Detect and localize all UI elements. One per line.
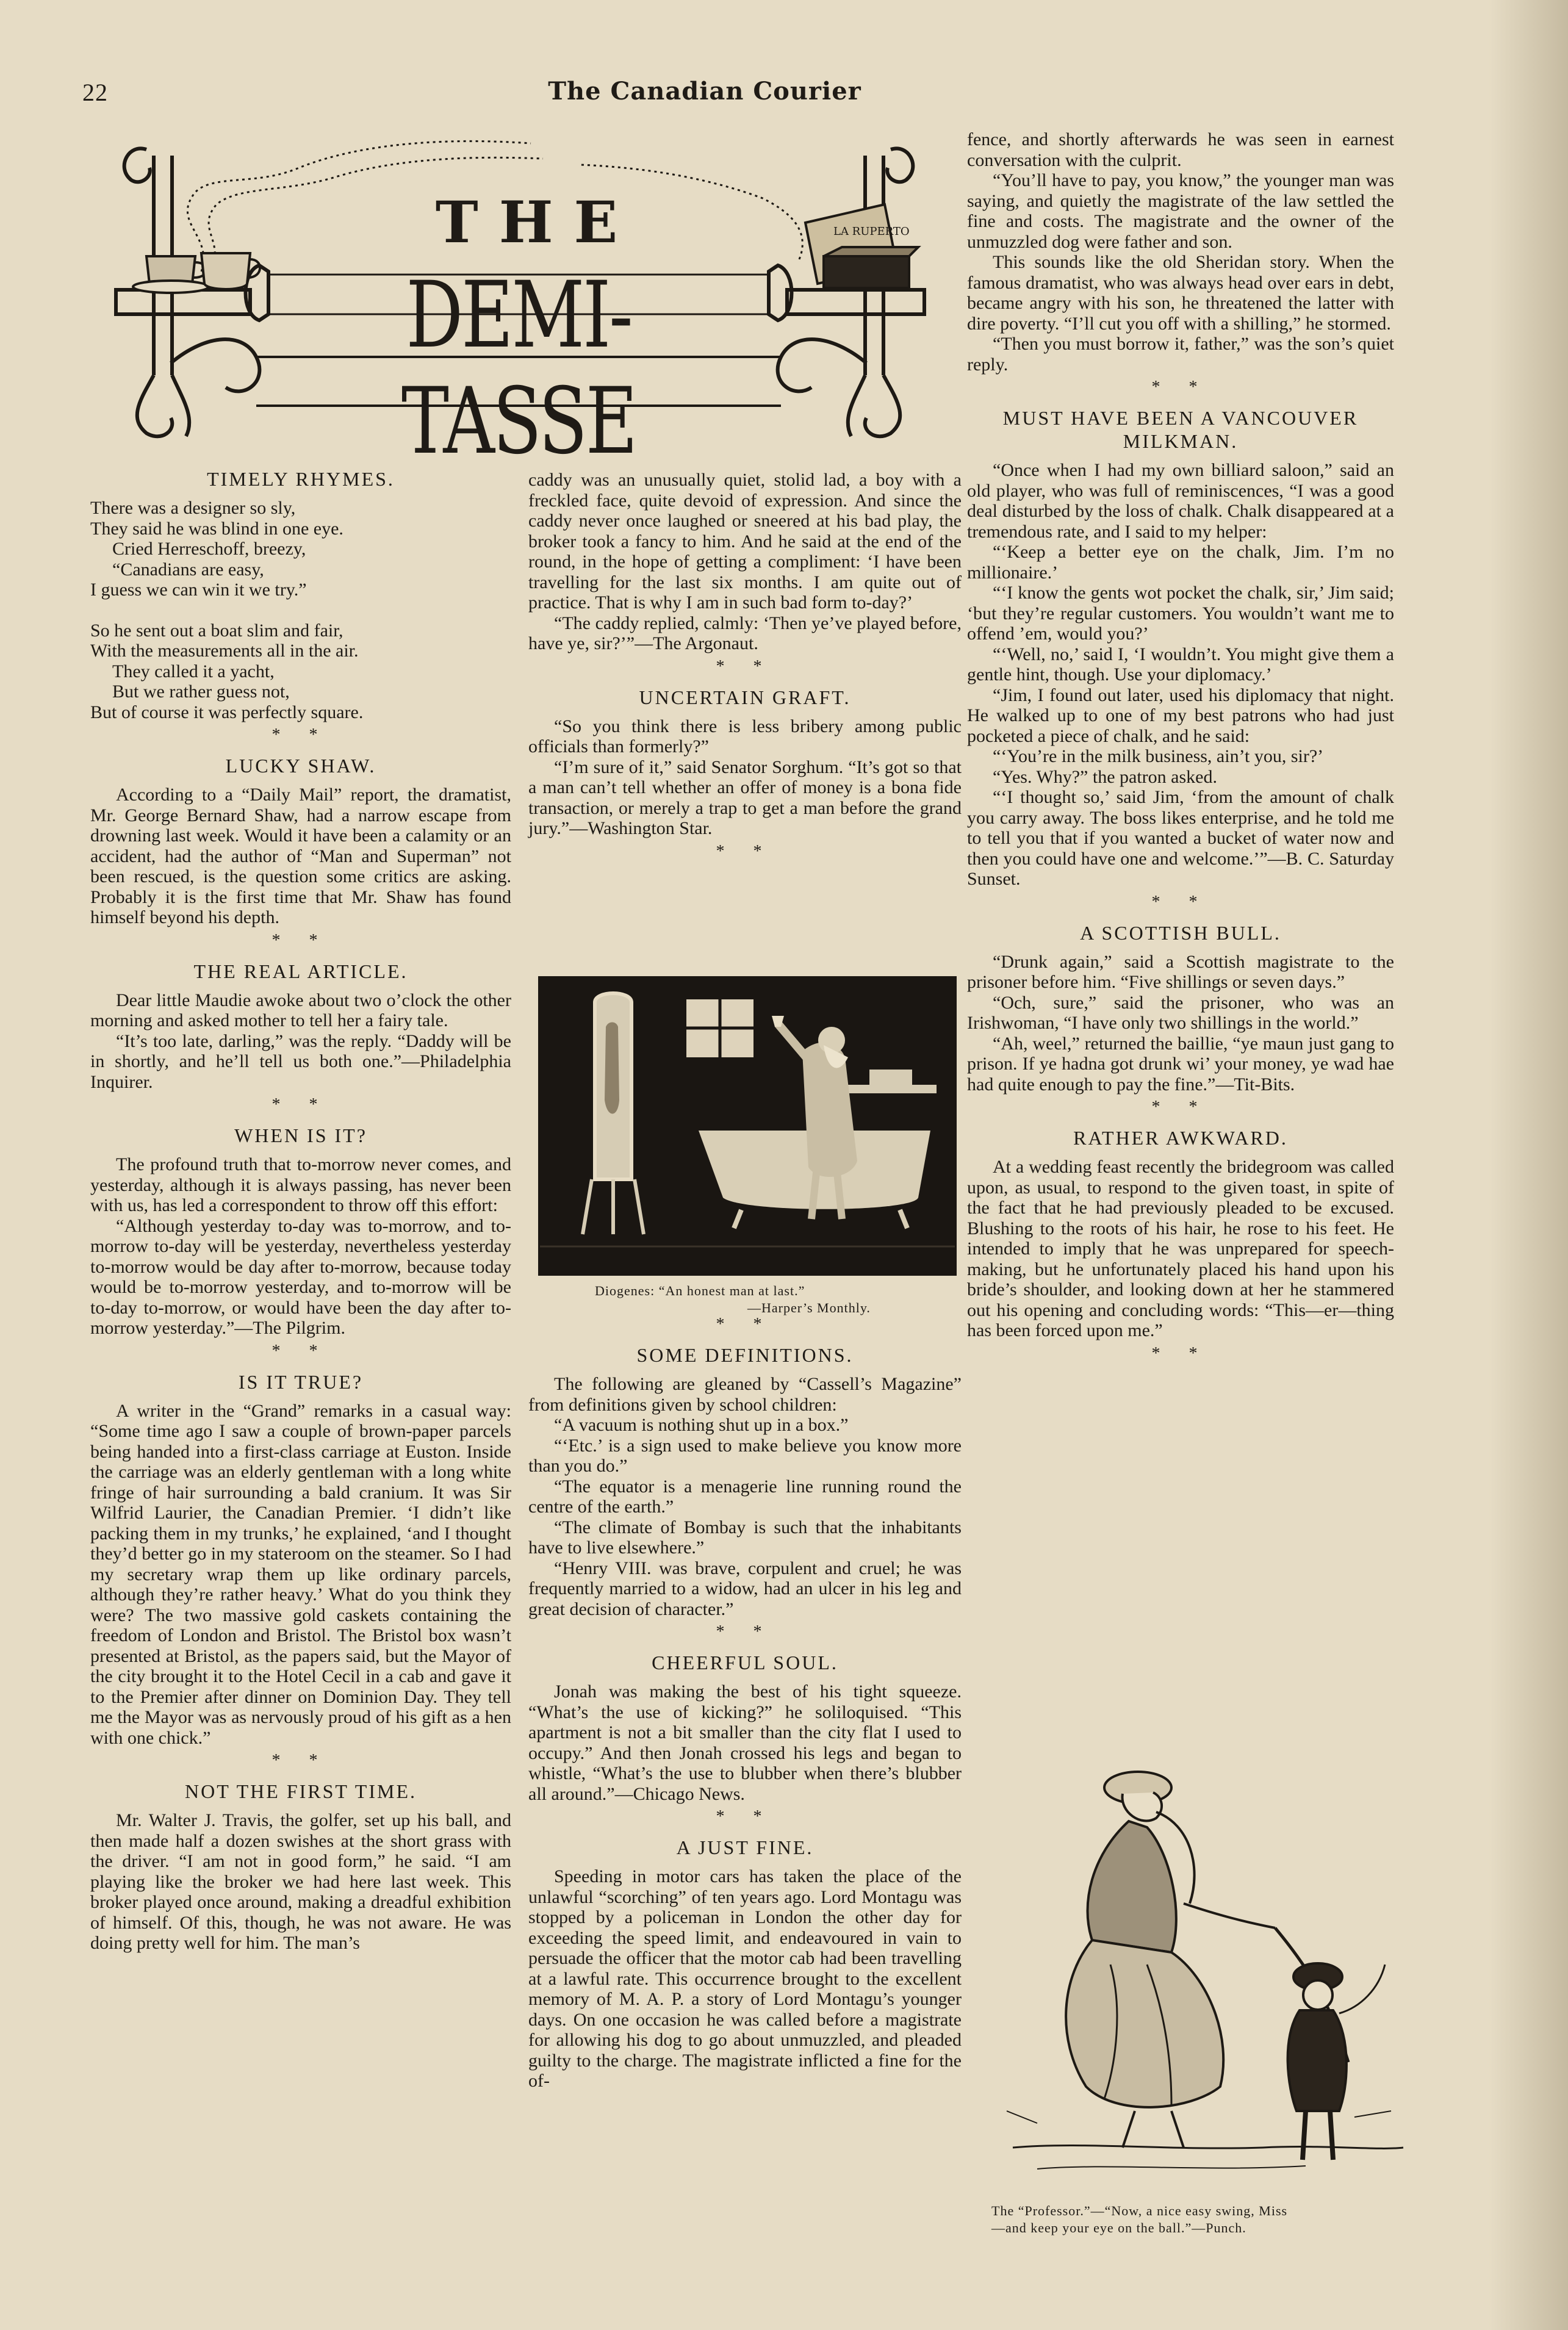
heading-when-is-it: WHEN IS IT? (234, 1124, 367, 1146)
section-separator: * * (716, 1622, 774, 1641)
paragraph: At a wedding feast recently the bridegroom was called upon, as usual, to respond to the given toast, in spite of the fact that he had previously pleaded to be excused. Blushing to the roots of his hair, he rose to his feet. He intended to imply that he was unprepared for speech-making, but he unfortunately placed his hand upon his bride’s shoulder, and looking down at her he stammered out his opening and concluding words: “This—er—thing has been forced upon me.” (967, 1157, 1394, 1340)
heading-real-article: THE REAL ARTICLE. (193, 960, 408, 982)
poem-line: I guess we can win it we try.” (90, 580, 307, 600)
masthead-the: THE (435, 189, 639, 256)
paragraph: “The climate of Bombay is such that the inhabitants have to live elsewhere.” (528, 1517, 962, 1558)
golf-drawing (988, 1721, 1409, 2202)
paragraph: “‘Etc.’ is a sign used to make believe you know more than you do.” (528, 1435, 962, 1476)
section-separator: * * (272, 930, 330, 950)
caption-line: —and keep your eye on the ball.”—Punch. (991, 2220, 1246, 2235)
diogenes-illustration (538, 976, 957, 1276)
stanza-break (90, 600, 511, 620)
heading-scottish-bull: A SCOTTISH BULL. (1080, 921, 1281, 944)
poem-line: With the measurements all in the air. (90, 641, 359, 661)
paragraph: “Then you must borrow it, father,” was the son’s quiet reply. (967, 334, 1394, 375)
heading-not-the-first-time: NOT THE FIRST TIME. (185, 1780, 417, 1802)
column-2-lower-flow (528, 1312, 962, 2091)
paragraph: “‘I thought so,’ said Jim, ‘from the amount of chalk you carry away. The boss likes enterprise, and he told me to tell you that if you wanted a bucket of water now and then you could have one and welcome.’”—B. C. Saturday Sunset. (967, 787, 1394, 889)
paragraph: “‘You’re in the milk business, ain’t you, sir?’ (993, 746, 1324, 766)
paragraph: The following are gleaned by “Cassell’s Magazine” from definitions given by school children: (528, 1374, 962, 1415)
paragraph: “Once when I had my own billiard saloon,” said an old player, who was full of reminiscences, “I was a good deal disturbed by the loss of chalk. Chalk disappeared at a tremendous rate, and I said to my helper: (967, 460, 1394, 542)
paragraph: “Henry VIII. was brave, corpulent and cruel; he was frequently married to a widow, had an ulcer in his leg and great decision of character.” (528, 1558, 962, 1619)
section-separator: * * (1151, 1343, 1210, 1363)
section-separator: * * (716, 841, 774, 861)
poem-line: Cried Herreschoff, breezy, (112, 539, 306, 559)
paragraph: Jonah was making the best of his tight squeeze. “What’s the use of kicking?” he soliloquised. “This apartment is not a bit smaller than the city flat I used to occupy.” And then Jonah crossed his legs and began to whistle, “What’s the use to blubber when there’s blubber all around.”—Chicago News. (528, 1681, 962, 1804)
paragraph: “Ah, weel,” returned the baillie, “ye maun just gang to prison. If ye hadna got drunk wi’ your money, ye wad hae had quite enough to pay the fine.”—Tit-Bits. (967, 1033, 1394, 1095)
heading-a-just-fine: A JUST FINE. (676, 1836, 814, 1858)
heading-timely-rhymes: TIMELY RHYMES. (207, 468, 395, 490)
paragraph: “‘Well, no,’ said I, ‘I wouldn’t. You might give them a gentle hint, though. Use your diplomacy.’ (967, 644, 1394, 685)
paragraph: Speeding in motor cars has taken the place of the unlawful “scorching” of ten years ago. Lord Montagu was stopped by a policeman in London the other day for exceeding the speed limit, and endeavoured in vain to persuade the officer that the motor cab had been travelling at a lawful rate. This occurrence brought to the excellent memory of M. A. P. a story of Lord Montagu’s younger days. On one occasion he was called before a magistrate for allowing his dog to go about unmuzzled, and pleaded guilty to the charge. The magistrate inflicted a fine for the of- (528, 1866, 962, 2091)
paragraph: “It’s too late, darling,” was the reply. “Daddy will be in shortly, and he’ll tell us both one.”—Philadelphia Inquirer. (90, 1030, 511, 1092)
section-separator: * * (716, 1807, 774, 1826)
caption-attribution: —Harper’s Monthly. (747, 1300, 871, 1315)
section-separator: * * (1151, 378, 1210, 397)
page-number: 22 (82, 79, 108, 106)
paragraph: “Drunk again,” said a Scottish magistrate to the prisoner before him. “Five shillings or seven days.” (967, 951, 1394, 992)
heading-vancouver-milkman: MUST HAVE BEEN A VANCOUVER MILKMAN. (1002, 407, 1359, 452)
caption-line: Diogenes: “An honest man at last.” (595, 1283, 805, 1298)
poem-line: But of course it was perfectly square. (90, 702, 364, 722)
poem-line: They said he was blind in one eye. (90, 518, 343, 539)
diogenes-drawing (540, 978, 955, 1274)
paragraph: “Jim, I found out later, used his diplomacy that night. He walked up to one of my best patrons who had just pocketed a piece of chalk, and he said: (967, 685, 1394, 746)
section-separator: * * (1151, 1098, 1210, 1116)
poem-line: But we rather guess not, (112, 681, 290, 702)
section-separator: * * (272, 1095, 330, 1114)
paragraph: “The caddy replied, calmly: ‘Then ye’ve played before, have ye, sir?’”—The Argonaut. (528, 613, 962, 653)
paragraph: caddy was an unusually quiet, stolid lad, a boy with a freckled face, quite devoid of expression. And since the caddy never once laughed or sneered at his bad play, the broker took a fancy to him. And he said at the end of the round, in the hope of getting a compliment: ‘I have been travelling for the last six months. I am quite out of practice. That is why I am in such bad form to-day?’ (528, 470, 962, 613)
paragraph: This sounds like the old Sheridan story. When the famous dramatist, who was always head over ears in debt, became angry with his son, he threatened the latter with dire poverty. “I’ll cut you off with a shilling,” he stormed. (967, 252, 1394, 334)
column-2-upper-flow (528, 470, 962, 861)
heading-some-definitions: SOME DEFINITIONS. (636, 1344, 854, 1366)
golf-lesson-illustration (988, 1721, 1409, 2202)
paragraph: The profound truth that to-morrow never comes, and yesterday, although it is always passing, has never been with us, has led a correspondent to throw off this effort: (90, 1154, 511, 1215)
paragraph: “‘Keep a better eye on the chalk, Jim. I’m no millionaire.’ (967, 542, 1394, 583)
column-1-flow (90, 464, 511, 1954)
column-1 (90, 0, 511, 2330)
paragraph: Dear little Maudie awoke about two o’clock the other morning and asked mother to tell her a fairy tale. (90, 990, 511, 1030)
section-separator: * * (1151, 892, 1210, 912)
svg-text:LA RUPERTO: LA RUPERTO (833, 225, 910, 238)
paragraph: “‘I know the gents wot pocket the chalk, sir,’ Jim said; ‘but they’re regular customers. You wouldn’t want me to offend ’em, would you?’ (967, 583, 1394, 644)
paragraph: “So you think there is less bribery among public officials than formerly?” (528, 716, 962, 757)
page-edge-shadow (1489, 0, 1568, 2330)
paragraph: “I’m sure of it,” said Senator Sorghum. “It’s got so that a man can’t tell whether an offer of money is a bona fide transaction, or merely a trap to get a man before the grand jury.”—Washington Star. (528, 757, 962, 838)
section-separator: * * (272, 1341, 330, 1361)
running-head: The Canadian Courier (548, 77, 861, 106)
paragraph: “You’ll have to pay, you know,” the younger man was saying, and quietly the magistrate of the law settled the fine and costs. The magistrate and the owner of the unmuzzled dog were father and son. (967, 170, 1394, 252)
masthead-title: DEMI-TASSE (401, 262, 636, 475)
heading-uncertain-graft: UNCERTAIN GRAFT. (639, 686, 851, 708)
poem-line: There was a designer so sly, (90, 498, 296, 518)
heading-is-it-true: IS IT TRUE? (238, 1370, 364, 1393)
paragraph: fence, and shortly afterwards he was seen in earnest conversation with the culprit. (967, 129, 1394, 170)
poem-line: “Canadians are easy, (112, 559, 264, 580)
caption-line: The “Professor.”—“Now, a nice easy swing, Miss (991, 2203, 1288, 2218)
section-separator: * * (716, 1315, 774, 1334)
poem-timely-rhymes (90, 498, 511, 722)
heading-cheerful-soul: CHEERFUL SOUL. (652, 1652, 838, 1674)
section-separator: * * (716, 656, 774, 676)
paragraph: “Yes. Why?” the patron asked. (993, 766, 1217, 787)
section-separator: * * (272, 725, 330, 744)
paragraph: Mr. Walter J. Travis, the golfer, set up his ball, and then made half a dozen swishes at the short grass with the driver. “I am not in good form,” he said. “I am playing like the broker we had here last week. This broker played once around, making a dreadful exhibition of himself. Of this, though, he was not aware. He was doing pretty well for him. The man’s (90, 1810, 511, 1953)
section-separator: * * (272, 1751, 330, 1770)
heading-lucky-shaw: LUCKY SHAW. (225, 755, 376, 777)
diogenes-caption (595, 1282, 961, 1317)
poem-line: They called it a yacht, (112, 661, 275, 681)
paragraph: “Although yesterday to-day was to-morrow, and to-morrow to-day will be yesterday, nevertheless yesterday to-morrow would be day after to-morrow, because today would be to-morrow yesterday, and to-morrow will be to-day to-morrow, or would have been the day after to-morrow yesterday.”—The Pilgrim. (90, 1215, 511, 1338)
paragraph: A writer in the “Grand” remarks in a casual way: “Some time ago I saw a couple of brown-paper parcels being handed into a first-class carriage at Euston. Inside the carriage was an elderly gentleman with a long white fringe of hair surrounding a bald cranium. It was Sir Wilfrid Laurier, the Canadian Premier. ‘I didn’t like packing them in my trunks,’ he explained, ‘and I thought they’d better go in my stateroom on the steamer. So I had my secretary wrap them up like ordinary parcels, although they’re rather heavy.’ What do you think they were? The two massive gold caskets containing the freedom of London and Bristol. The Bristol box wasn’t presented at Bristol, as the papers said, but the Mayor of the city brought it to the Hotel Cecil in a cab and gave it to the Premier after dinner on Dominion Day. They tell me the Mayor was as nervously proud of his gift as a hen with one chick.” (90, 1400, 511, 1748)
column-3-upper-flow (967, 129, 1394, 1363)
paragraph: According to a “Daily Mail” report, the dramatist, Mr. George Bernard Shaw, had a narrow escape from drowning last week. Would it have been a calamity or an accident, had the author of “Man and Superman” not been rescued, is the question some critics are asking. Probably it is the first time that Mr. Shaw has found himself beyond his depth. (90, 785, 511, 927)
poem-line: So he sent out a boat slim and fair, (90, 620, 343, 641)
paragraph: “Och, sure,” said the prisoner, who was an Irishwoman, “I have only two shillings in the world.” (967, 992, 1394, 1033)
heading-rather-awkward: RATHER AWKWARD. (1073, 1127, 1288, 1149)
paragraph: “The equator is a menagerie line running round the centre of the earth.” (528, 1476, 962, 1517)
golf-caption (991, 2202, 1412, 2237)
paragraph: “A vacuum is nothing shut up in a box.” (554, 1415, 849, 1435)
